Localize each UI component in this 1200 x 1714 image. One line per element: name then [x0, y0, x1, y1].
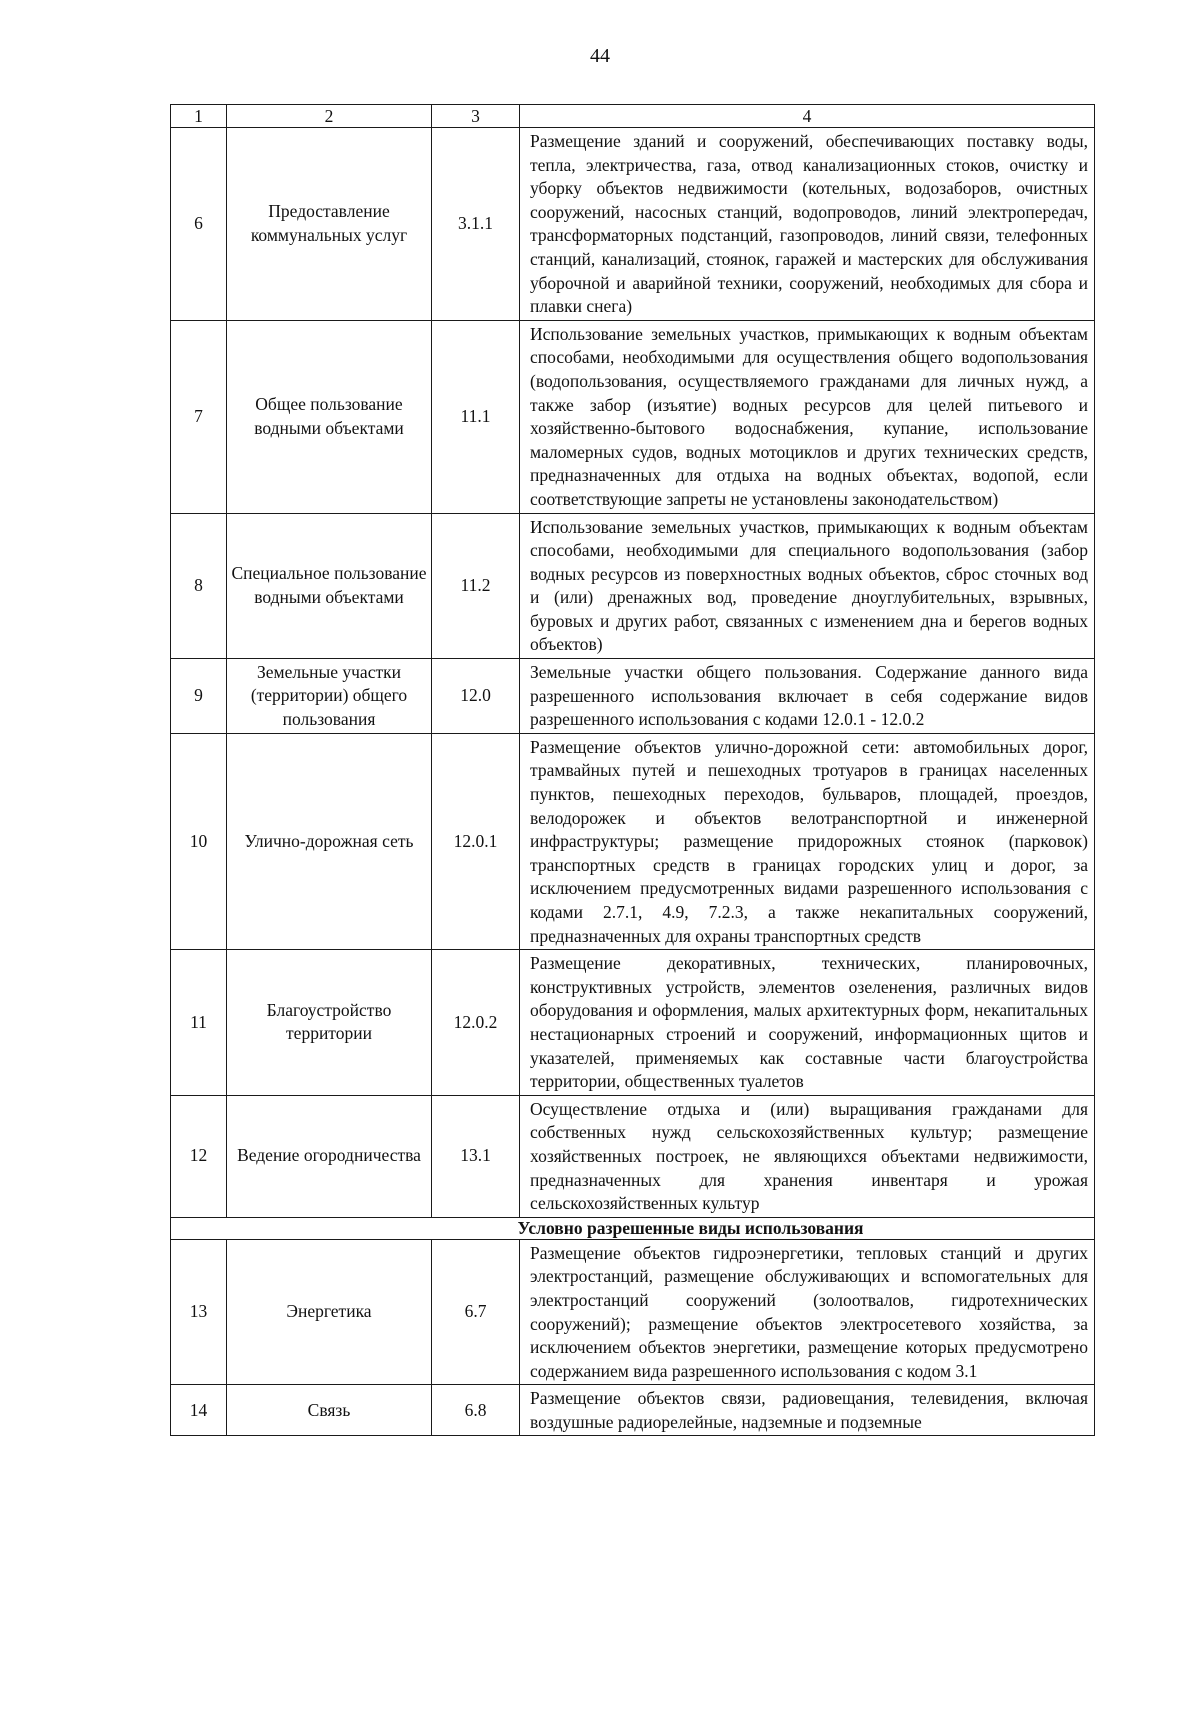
- table-row: [171, 950, 1095, 1096]
- row-use-name: Связь: [227, 1385, 432, 1436]
- table-row: [171, 733, 1095, 949]
- row-use-description: Осуществление отдыха и (или) выращивания гражданами для собственных нужд сельскохозяйственных культур; размещение хозяйственных построек, не являющихся объектами недвижимости, предназначенных для хранения инвентаря и урожая сельскохозяйственных культур: [520, 1095, 1095, 1217]
- row-number: 9: [171, 659, 227, 734]
- row-number: 13: [171, 1239, 227, 1385]
- row-use-name: Предоставление коммунальных услуг: [227, 128, 432, 321]
- table-row: [171, 659, 1095, 734]
- row-use-name: Ведение огородничества: [227, 1095, 432, 1217]
- table-row: [171, 320, 1095, 513]
- row-use-description: Размещение объектов связи, радиовещания, телевидения, включая воздушные радиорелейные, надземные и подземные: [520, 1385, 1095, 1436]
- row-number: 12: [171, 1095, 227, 1217]
- row-use-code: 11.1: [432, 320, 520, 513]
- row-number: 10: [171, 733, 227, 949]
- land-use-table: [170, 104, 1095, 1436]
- row-use-code: 6.7: [432, 1239, 520, 1385]
- column-header-description: 4: [520, 105, 1095, 128]
- table-header-row: [171, 105, 1095, 128]
- row-use-description: Использование земельных участков, примыкающих к водным объектам способами, необходимыми для осуществления общего водопользования (водопользования, осуществляемого гражданами для личных нужд, а также забор (изъятие) водных ресурсов для целей питьевого и хозяйственно-бытового водоснабжения, купание, использование маломерных судов, водных мотоциклов и других технических средств, предназначенных для отдыха на водных объектах, водопой, если соответствующие запреты не установлены законодательством): [520, 320, 1095, 513]
- row-use-code: 13.1: [432, 1095, 520, 1217]
- row-use-name: Улично-дорожная сеть: [227, 733, 432, 949]
- row-use-code: 3.1.1: [432, 128, 520, 321]
- row-use-code: 12.0.1: [432, 733, 520, 949]
- table-body: [171, 105, 1095, 1436]
- section-heading-row: [171, 1217, 1095, 1239]
- row-use-description: Земельные участки общего пользования. Содержание данного вида разрешенного использования включает в себя содержание видов разрешенного использования с кодами 12.0.1 - 12.0.2: [520, 659, 1095, 734]
- row-use-code: 6.8: [432, 1385, 520, 1436]
- row-number: 11: [171, 950, 227, 1096]
- row-use-name: Благоустройство территории: [227, 950, 432, 1096]
- row-number: 6: [171, 128, 227, 321]
- row-use-description: Размещение декоративных, технических, планировочных, конструктивных устройств, элементов озеленения, различных видов оборудования и оформления, малых архитектурных форм, некапитальных нестационарных строений и сооружений, информационных щитов и указателей, применяемых как составные части благоустройства территории, общественных туалетов: [520, 950, 1095, 1096]
- column-header-code: 3: [432, 105, 520, 128]
- column-header-number: 1: [171, 105, 227, 128]
- row-use-code: 12.0: [432, 659, 520, 734]
- section-title: Условно разрешенные виды использования: [171, 1217, 1095, 1239]
- table-row: [171, 1239, 1095, 1385]
- row-use-description: Размещение зданий и сооружений, обеспечивающих поставку воды, тепла, электричества, газа, отвод канализационных стоков, очистку и уборку объектов недвижимости (котельных, водозаборов, очистных сооружений, насосных станций, водопроводов, линий электропередач, трансформаторных подстанций, газопроводов, линий связи, телефонных станций, канализаций, стоянок, гаражей и мастерских для обслуживания уборочной и аварийной техники, сооружений, необходимых для сбора и плавки снега): [520, 128, 1095, 321]
- table-row: [171, 128, 1095, 321]
- table-row: [171, 1095, 1095, 1217]
- row-use-name: Общее пользование водными объектами: [227, 320, 432, 513]
- column-header-name: 2: [227, 105, 432, 128]
- row-use-description: Размещение объектов улично-дорожной сети: автомобильных дорог, трамвайных путей и пешеходных тротуаров в границах населенных пунктов, пешеходных переходов, бульваров, площадей, проездов, велодорожек и объектов велотранспортной и инженерной инфраструктуры; размещение придорожных стоянок (парковок) транспортных средств в границах городских улиц и дорог, за исключением предусмотренных видами разрешенного использования с кодами 2.7.1, 4.9, 7.2.3, а также некапитальных сооружений, предназначенных для охраны транспортных средств: [520, 733, 1095, 949]
- row-use-name: Специальное пользование водными объектами: [227, 513, 432, 659]
- row-use-name: Земельные участки (территории) общего пользования: [227, 659, 432, 734]
- row-number: 8: [171, 513, 227, 659]
- row-use-code: 12.0.2: [432, 950, 520, 1096]
- table-row: [171, 513, 1095, 659]
- row-number: 7: [171, 320, 227, 513]
- row-number: 14: [171, 1385, 227, 1436]
- row-use-code: 11.2: [432, 513, 520, 659]
- row-use-description: Использование земельных участков, примыкающих к водным объектам способами, необходимыми для специального водопользования (забор водных ресурсов из поверхностных водных объектов, сброс сточных вод и (или) дренажных вод, проведение дноуглубительных, взрывных, буровых и других работ, связанных с изменением дна и берегов водных объектов): [520, 513, 1095, 659]
- page-number: 44: [590, 45, 610, 67]
- row-use-description: Размещение объектов гидроэнергетики, тепловых станций и других электростанций, размещение обслуживающих и вспомогательных для электростанций сооружений (золоотвалов, гидротехнических сооружений); размещение объектов электросетевого хозяйства, за исключением объектов энергетики, размещение которых предусмотрено содержанием вида разрешенного использования с кодом 3.1: [520, 1239, 1095, 1385]
- table-row: [171, 1385, 1095, 1436]
- row-use-name: Энергетика: [227, 1239, 432, 1385]
